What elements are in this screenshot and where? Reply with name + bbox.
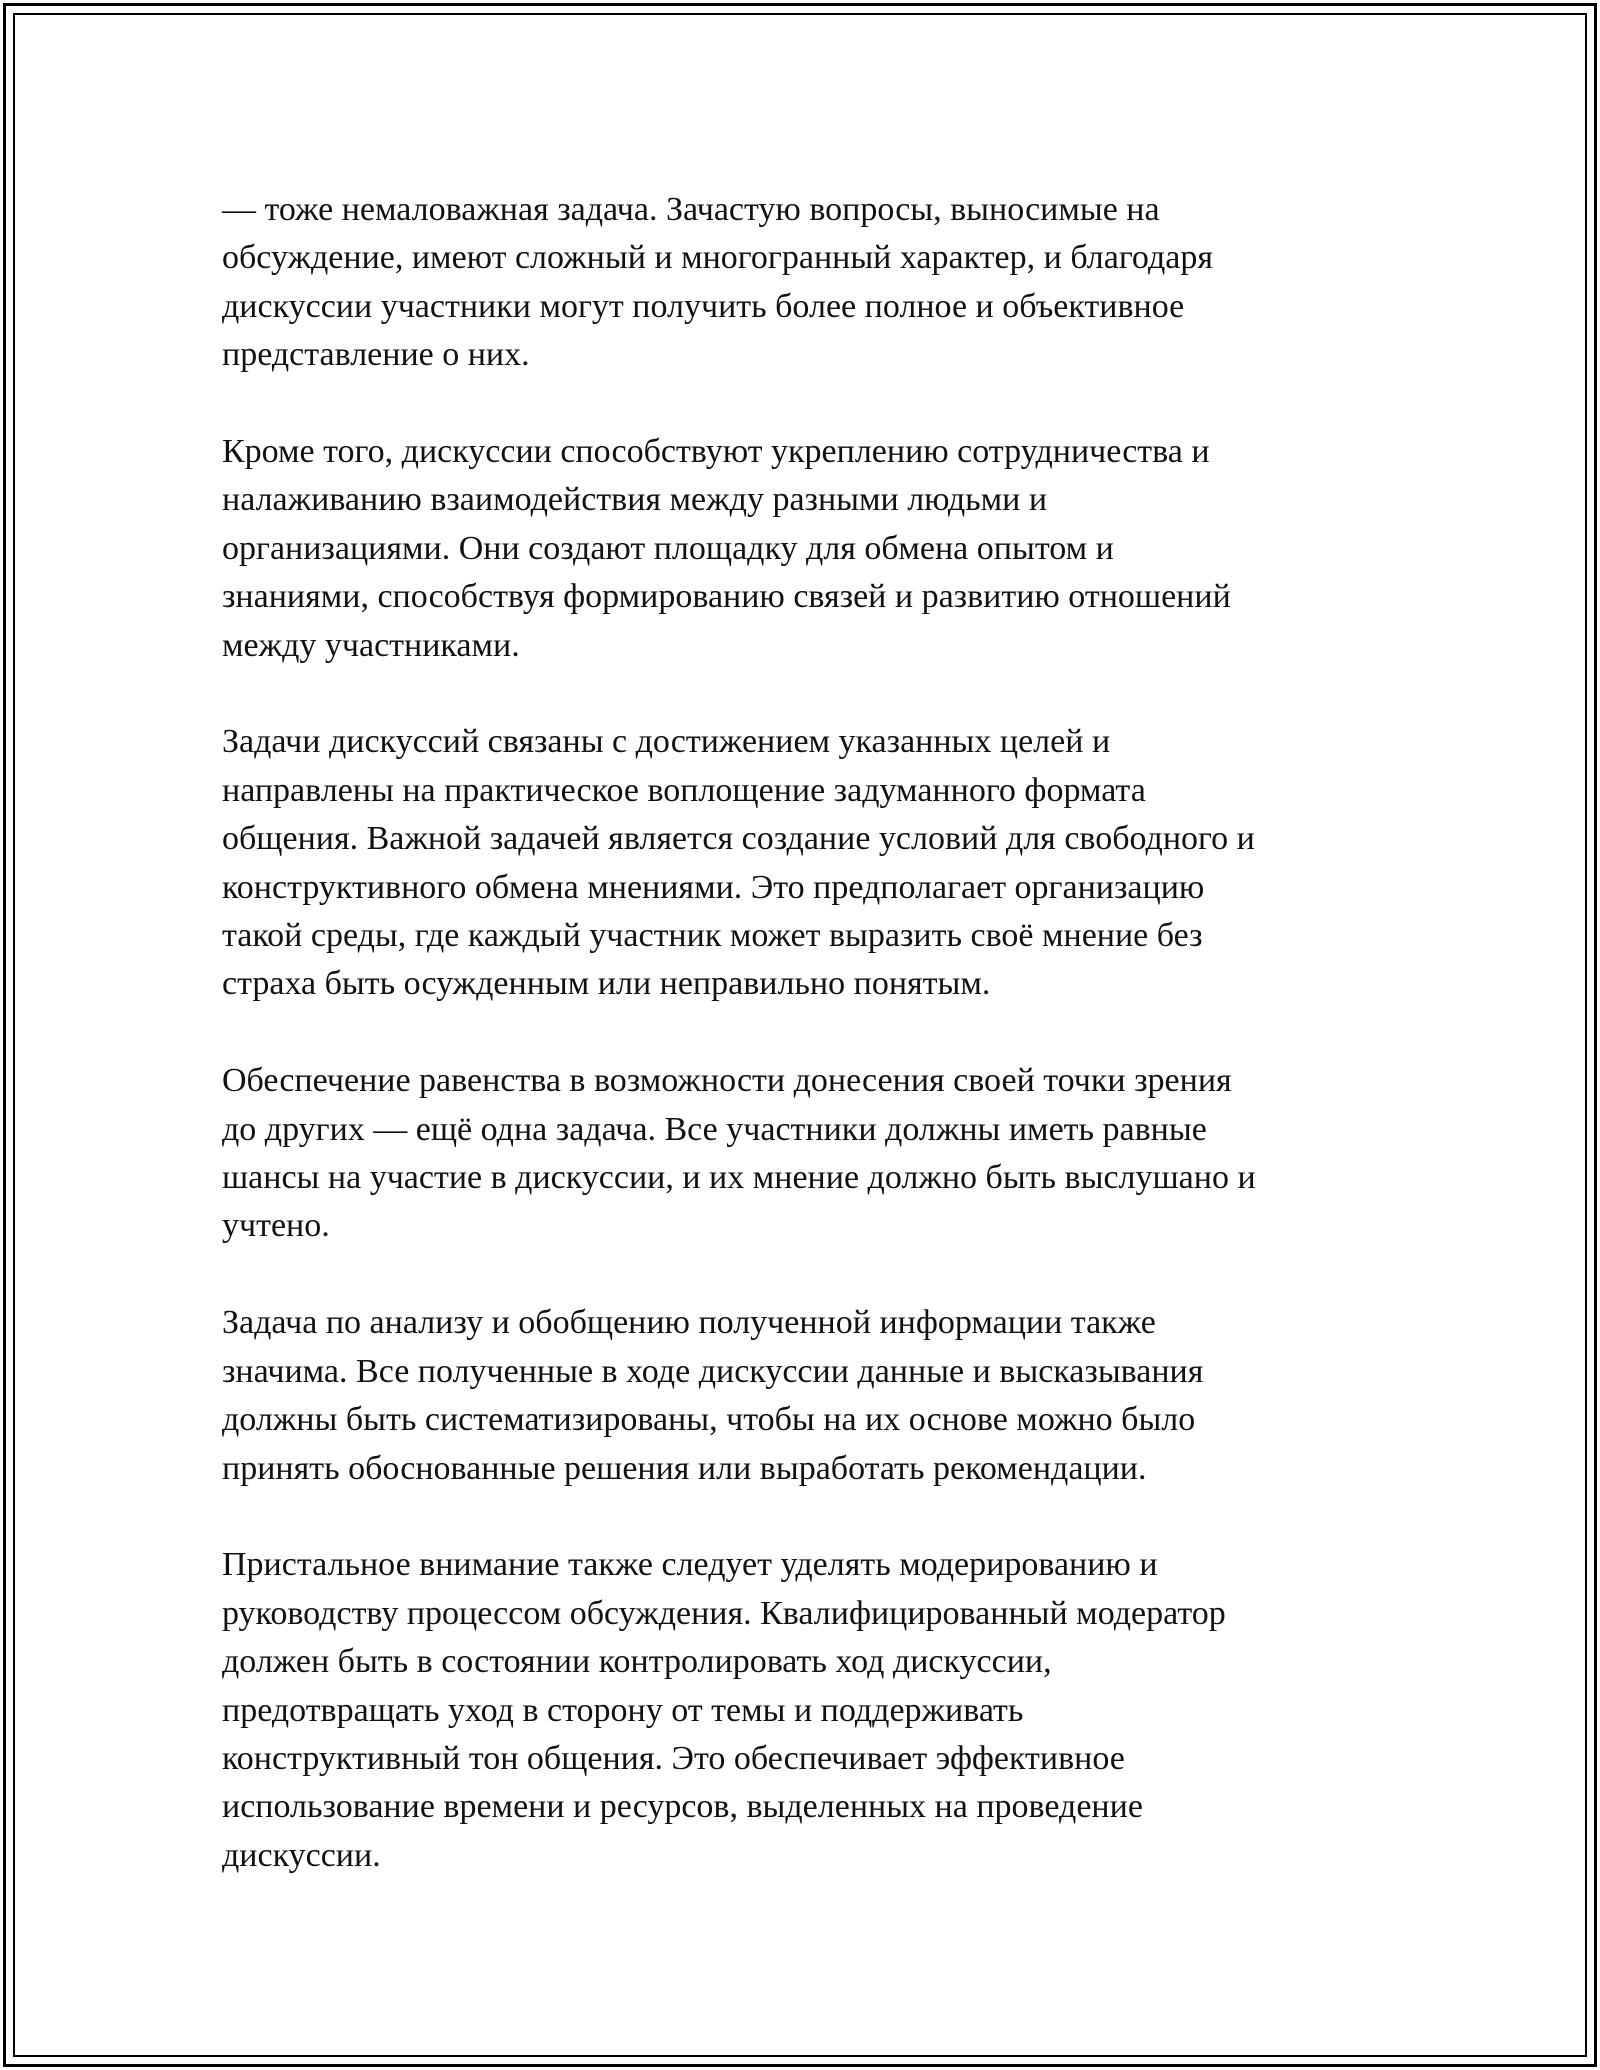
document-body — [222, 186, 1362, 1880]
paragraph-1: — тоже немаловажная задача. Зачастую вопросы, выносимые на обсуждение, имеют сложный и многогранный характер, и благодаря дискуссии участники могут получить более полное и объективное представление о них. — [222, 191, 1213, 374]
paragraph-2: Кроме того, дискуссии способствуют укреплению сотрудничества и налаживанию взаимодействия между разными людьми и организациями. Они создают площадку для обмена опытом и знаниями, способствуя формированию связей и развитию отношений между участниками. — [222, 433, 1231, 664]
paragraph-5: Задача по анализу и обобщению полученной информации также значима. Все полученные в ходе дискуссии данные и высказывания должны быть систематизированы, чтобы на их основе можно было принять обоснованные решения или выработать рекомендации. — [222, 1304, 1204, 1487]
paragraph-6: Пристальное внимание также следует уделять модерированию и руководству процессом обсуждения. Квалифицированный модератор должен быть в состоянии контролировать ход дискуссии, предотвращать уход в сторону от темы и поддерживать конструктивный тон общения. Это обеспечивает эффективное использование времени и ресурсов, выделенных на проведение дискуссии. — [222, 1546, 1226, 1874]
paragraph-3: Задачи дискуссий связаны с достижением указанных целей и направлены на практическое воплощение задуманного формата общения. Важной задачей является создание условий для свободного и конструктивного обмена мнениями. Это предполагает организацию такой среды, где каждый участник может выразить своё мнение без страха быть осужденным или неправильно понятым. — [222, 723, 1255, 1003]
paragraph-4: Обеспечение равенства в возможности донесения своей точки зрения до других — ещё одна задача. Все участники должны иметь равные шансы на участие в дискуссии, и их мнение должно быть выслушано и учтено. — [222, 1062, 1256, 1245]
